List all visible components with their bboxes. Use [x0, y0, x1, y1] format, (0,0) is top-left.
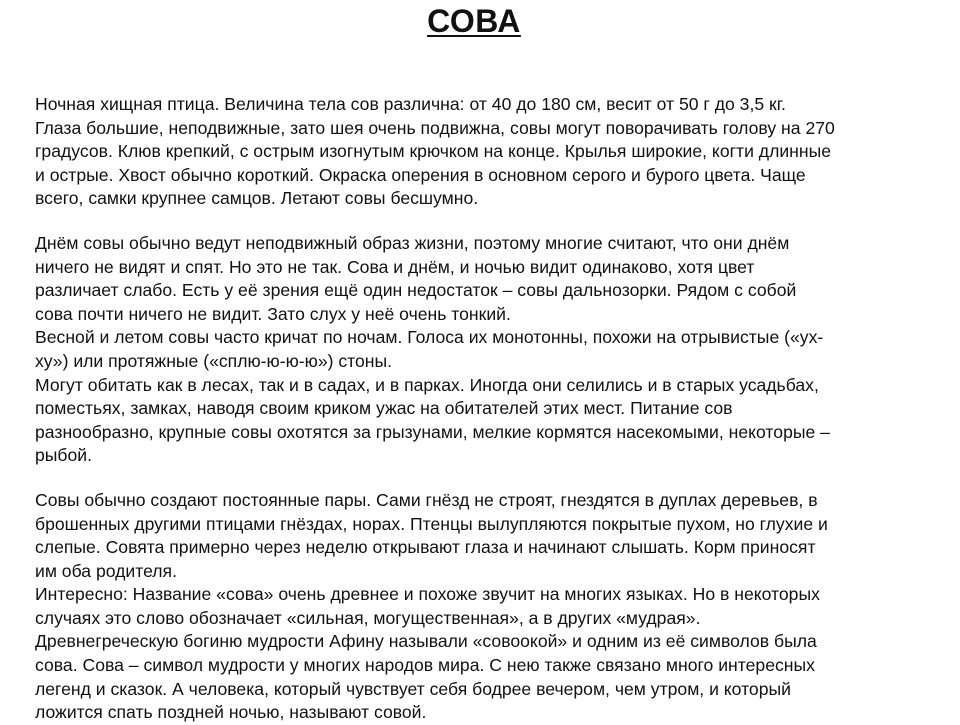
text-line: брошенных другими птицами гнёздах, норах. Птенцы вылупляются покрытые пухом, но глухие и — [35, 513, 828, 534]
paragraph-3 — [35, 489, 923, 725]
text-line: Интересно: Название «сова» очень древнее и похоже звучит на многих языках. Но в некоторых — [35, 584, 820, 605]
text-line: слепые. Совята примерно через неделю открывают глаза и начинают слышать. Корм приносят — [35, 537, 816, 558]
paragraph-2 — [35, 232, 923, 468]
page-title: СОВА — [427, 3, 521, 39]
text-line: Совы обычно создают постоянные пары. Сами гнёзд не строят, гнездятся в дуплах деревьев, в — [35, 489, 818, 510]
text-line: поместьях, замках, наводя своим криком ужас на обитателей этих мест. Питание сов — [35, 398, 733, 419]
text-line: сова. Сова – символ мудрости у многих народов мира. С нею также связано много интересных — [35, 655, 815, 676]
text-line: Ночная хищная птица. Величина тела сов различна: от 40 до 180 см, весит от 50 г до 3,5 кг. — [35, 94, 786, 114]
paragraph-1 — [35, 93, 923, 211]
text-line: ложится спать поздней ночью, называют совой. — [35, 702, 427, 723]
text-line: легенд и сказок. А человека, который чувствует себя бодрее вечером, чем утром, и который — [35, 678, 791, 699]
text-line: ничего не видят и спят. Но это не так. Сова и днём, и ночью видит одинаково, хотя цвет — [35, 256, 755, 277]
text-line: Могут обитать как в лесах, так и в садах, и в парках. Иногда они селились и в старых усадьбах, — [35, 374, 819, 395]
text-line: и острые. Хвост обычно короткий. Окраска оперения в основном серого и бурого цвета. Чаще — [35, 164, 806, 185]
text-line: рыбой. — [35, 445, 93, 466]
text-line: им оба родителя. — [35, 560, 177, 581]
text-line: Днём совы обычно ведут неподвижный образ жизни, поэтому многие считают, что они днём — [35, 232, 790, 253]
text-line: всего, самки крупнее самцов. Летают совы бесшумно. — [35, 188, 479, 209]
text-line: Весной и летом совы часто кричат по ночам. Голоса их монотонны, похожи на отрывистые («ух- — [35, 327, 824, 348]
text-line: ху») или протяжные («сплю-ю-ю-ю») стоны. — [35, 350, 393, 371]
text-line: Глаза большие, неподвижные, зато шея очень подвижна, совы могут поворачивать голову на 270 — [35, 117, 835, 138]
text-line: разнообразно, крупные совы охотятся за грызунами, мелкие кормятся насекомыми, некоторые – — [35, 421, 830, 442]
text-line: сова почти ничего не видит. Зато слух у неё очень тонкий. — [35, 303, 511, 324]
document-body — [35, 93, 923, 725]
text-line: Древнегреческую богиню мудрости Афину называли «совоокой» и одним из её символов была — [35, 631, 817, 652]
text-line: различает слабо. Есть у её зрения ещё один недостаток – совы дальнозорки. Рядом с собой — [35, 280, 797, 301]
text-line: случаях это слово обозначает «сильная, могущественная», а в других «мудрая». — [35, 607, 701, 628]
text-line: градусов. Клюв крепкий, с острым изогнутым крючком на конце. Крылья широкие, когти длинные — [35, 141, 832, 162]
